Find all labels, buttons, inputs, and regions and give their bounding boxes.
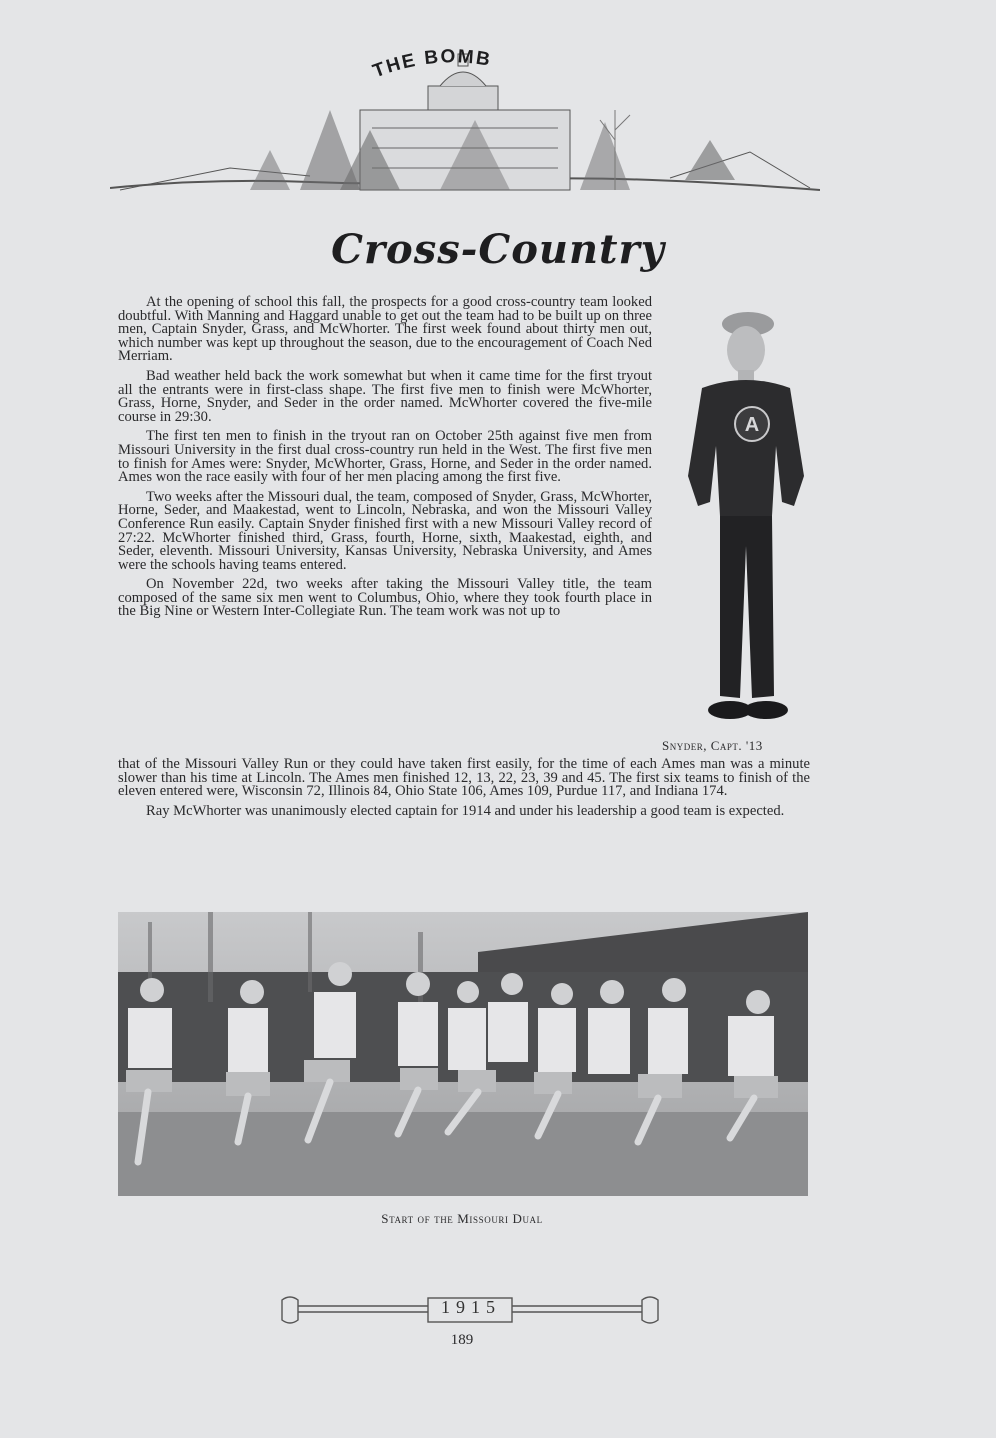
paragraph-5: On November 22d, two weeks after taking the Missouri Valley title, the team composed of the same six men went to Columbus, Ohio, where they took fourth place in the Big Nine or Western Inter-Collegiate Run. The team work was not up to [118,576,652,620]
paragraph-1: At the opening of school this fall, the prospects for a good cross-country team looked doubtful. With Manning and Haggard unable to get out the team had to be built up on three men, Captain Snyder, Grass, and McWhorter. The first week found about thirty men out, which number was kept up throughout the season, due to the encouragement of Coach Ned Merriam. [118,294,652,365]
paragraph-2: Bad weather held back the work somewhat but when it came time for the first tryout all the entrants were in first-class shape. The first five men to finish were McWhorter, Grass, Horne, Snyder, and Seder in the order named. McWhorter covered the five-mile course in 29:30. [118,367,652,425]
photo-caption: Start of the Missouri Dual [381,1211,543,1226]
publication-title-text: THE BOMB [370,46,494,83]
paragraph-3: The first ten men to finish in the tryout ran on October 25th against five men from Missouri University in the first dual cross-country run held in the West. The first five men to finish for Ames were: Snyder, McWhorter, Grass, Horne, and Seder in the order named. Ames won the race easily with four of her men placing among the first five. [118,428,652,486]
page-title: Cross-Country [331,226,665,273]
paragraph-6: Ray McWhorter was unanimously elected captain for 1914 and under his leadership a good team is expected. [146,802,785,819]
article-column [118,296,652,625]
sweater-letter: A [744,414,760,436]
svg-text:THE BOMB [370,46,493,82]
publication-title [360,44,530,84]
race-start-photo [118,912,808,1196]
snyder-portrait [672,306,812,736]
paragraph-4: Two weeks after the Missouri dual, the team, composed of Snyder, Grass, McWhorter, Horne, Seder, and Maakestad, went to Lincoln, Nebraska, and won the Missouri Valley Conference Run easily. Captain Snyder finished first with a new Missouri Valley record of 27:22. McWhorter finished third, Grass, fourth, Horne, sixth, Maakestad, eighth, and Seder, eleventh. Missouri University, Kansas University, Nebraska University, and Ames were the schools having teams entered. [118,488,652,573]
article-continuation [118,758,810,824]
year-label: 1915 [441,1297,501,1317]
paragraph-5-continued: that of the Missouri Valley Run or they could have taken first easily, for the time of each Ames man was a minute slower than his time at Lincoln. The Ames men finished 12, 13, 22, 23, 39 and 45. The first six teams to finish of the eleven entered were, Wisconsin 72, Illinois 84, Ohio State 106, Ames 109, Purdue 117, and Indiana 174. [118,756,810,800]
page-number: 189 [450,1332,474,1348]
portrait-caption: Snyder, Capt. '13 [662,738,763,753]
